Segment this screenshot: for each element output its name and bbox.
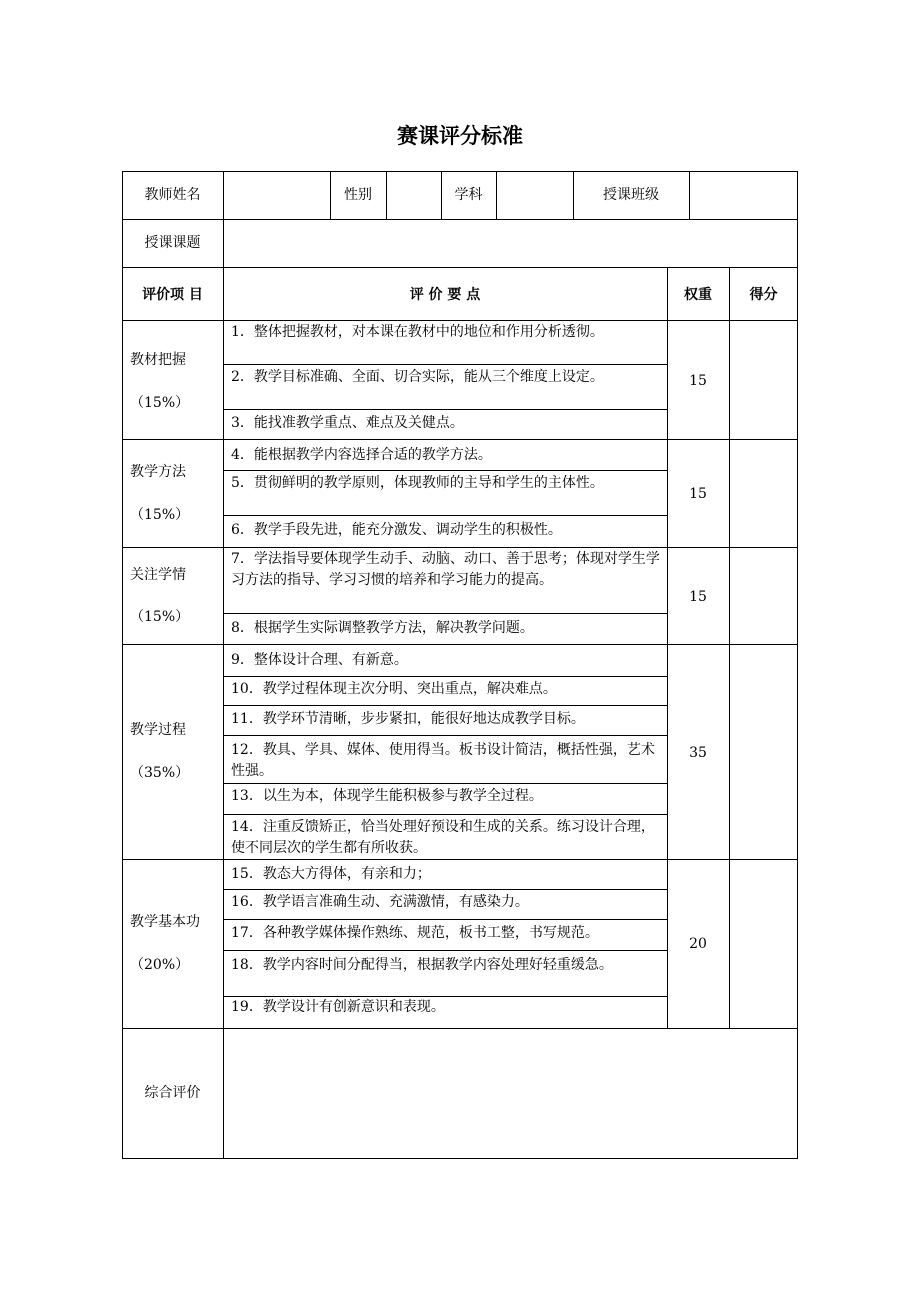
point-item: 15．教态大方得体，有亲和力； — [231, 866, 431, 882]
category-percent: （15%） — [130, 609, 190, 625]
category-name: 教学过程 — [130, 722, 186, 738]
weight-value: 15 — [689, 589, 707, 605]
category-percent: （35%） — [130, 765, 190, 781]
weight-value: 35 — [689, 745, 707, 761]
col-divider — [386, 171, 387, 219]
point-item: 4．能根据教学内容选择合适的教学方法。 — [231, 447, 492, 463]
point-item: 6．教学手段先进，能充分激发、调动学生的积极性。 — [231, 522, 562, 538]
point-item: 8．根据学生实际调整教学方法，解决教学问题。 — [231, 620, 534, 636]
topic-label: 授课课题 — [144, 235, 201, 251]
point-divider — [223, 515, 667, 516]
point-divider — [223, 705, 667, 706]
row-divider — [122, 644, 798, 645]
point-item: 11．教学环节清晰，步步紧扣，能很好地达成教学目标。 — [231, 711, 585, 727]
category-name: 教材把握 — [130, 352, 186, 368]
point-divider — [223, 409, 667, 410]
row-divider — [122, 1028, 798, 1029]
col-divider — [729, 267, 730, 1028]
class-label: 授课班级 — [603, 187, 659, 203]
category-name: 教学基本功 — [130, 914, 200, 930]
point-divider — [223, 613, 667, 614]
weight-value: 15 — [689, 486, 707, 502]
weight-value: 15 — [689, 373, 707, 389]
weight-value: 20 — [689, 936, 707, 952]
point-divider — [223, 676, 667, 677]
row-divider — [122, 547, 798, 548]
gender-label: 性别 — [344, 187, 372, 203]
category-name: 关注学情 — [130, 567, 186, 583]
col-divider — [223, 171, 224, 267]
point-divider — [223, 919, 667, 920]
point-item: 13．以生为本，体现学生能积极参与教学全过程。 — [231, 788, 543, 804]
row-divider — [122, 859, 798, 860]
point-item: 2．教学目标准确、全面、切合实际，能从三个维度上设定。 — [231, 369, 604, 385]
point-item: 9．整体设计合理、有新意。 — [231, 652, 408, 668]
point-item: 3．能找准教学重点、难点及关健点。 — [231, 415, 464, 431]
summary-label: 综合评价 — [144, 1085, 201, 1101]
category-percent: （15%） — [130, 395, 190, 411]
point-item: 1．整体把握教材，对本课在教材中的地位和作用分析透彻。 — [231, 324, 604, 340]
col-divider — [223, 267, 224, 1159]
col-divider — [496, 171, 497, 219]
point-divider — [223, 950, 667, 951]
point-divider — [223, 814, 667, 815]
page-title: 赛课评分标准 — [397, 124, 523, 148]
point-item: 14．注重反馈矫正，恰当处理好预设和生成的关系。练习设计合理，使不同层次的学生都有所收获。 — [231, 819, 655, 856]
point-item: 12．教具、学具、媒体、使用得当。板书设计简洁，概括性强，艺术性强。 — [231, 742, 655, 779]
point-item: 7．学法指导要体现学生动手、动脑、动口、善于思考；体现对学生学习方法的指导、学习习惯的培养和学习能力的提高。 — [231, 551, 660, 588]
point-item: 17．各种教学媒体操作熟练、规范，板书工整，书写规范。 — [231, 925, 599, 941]
point-divider — [223, 364, 667, 365]
point-item: 5．贯彻鲜明的教学原则，体现教师的主导和学生的主体性。 — [231, 475, 604, 491]
point-divider — [223, 735, 667, 736]
point-item: 16．教学语言准确生动、充满激情，有感染力。 — [231, 894, 529, 910]
category-name: 教学方法 — [130, 464, 186, 480]
col-divider — [689, 171, 690, 219]
column-header-weight: 权重 — [684, 287, 712, 303]
point-divider — [223, 889, 667, 890]
column-header-score: 得分 — [749, 287, 778, 303]
row-divider — [122, 439, 798, 440]
category-percent: （20%） — [130, 957, 190, 973]
point-divider — [223, 470, 667, 471]
point-item: 19．教学设计有创新意识和表现。 — [231, 999, 445, 1015]
point-item: 18．教学内容时间分配得当，根据教学内容处理好轻重缓急。 — [231, 957, 613, 973]
point-item: 10．教学过程体现主次分明、突出重点，解决难点。 — [231, 681, 557, 697]
column-header-item: 评价项 目 — [142, 287, 203, 303]
teacher-name-label: 教师姓名 — [144, 187, 201, 203]
subject-label: 学科 — [454, 187, 483, 203]
category-percent: （15%） — [130, 507, 190, 523]
column-header-points: 评 价 要 点 — [409, 287, 481, 303]
point-divider — [223, 783, 667, 784]
